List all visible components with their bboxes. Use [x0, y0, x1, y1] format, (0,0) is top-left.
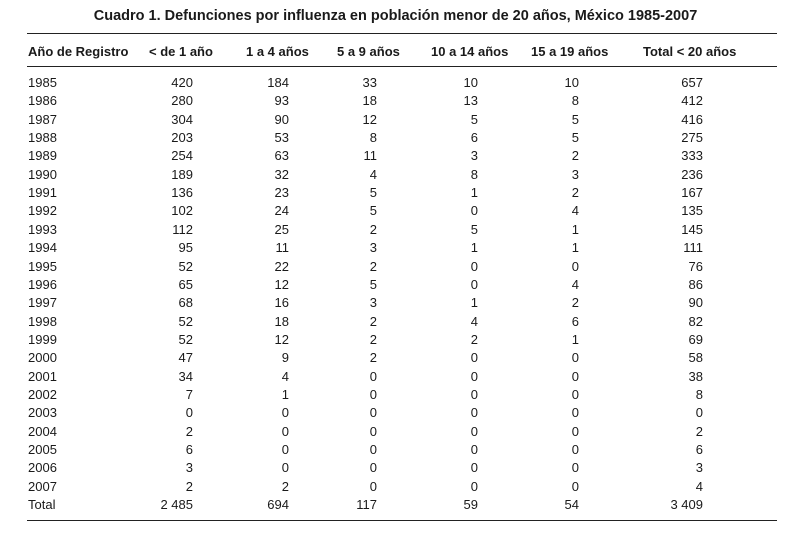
cell-15-19: 5 — [571, 111, 579, 127]
cell-1-4: 18 — [274, 313, 289, 329]
cell-total: 6 — [695, 442, 703, 457]
cell-5-9: 2 — [369, 221, 377, 237]
cell-year: 2001 — [28, 368, 57, 384]
cell-1-4: 4 — [281, 368, 289, 384]
cell-year: 1992 — [28, 203, 57, 219]
cell-1-4: 2 — [281, 478, 289, 494]
cell-under-1: 0 — [185, 405, 193, 421]
cell-year: 1986 — [28, 93, 57, 109]
cell-total: 76 — [688, 258, 703, 274]
table-row — [0, 295, 791, 313]
cell-5-9: 11 — [363, 148, 377, 164]
cell-10-14: 0 — [470, 405, 478, 421]
table-row — [0, 350, 791, 368]
cell-year: 1987 — [28, 111, 57, 127]
cell-under-1: 136 — [171, 185, 193, 201]
table-row — [0, 460, 791, 478]
cell-5-9: 5 — [369, 185, 377, 201]
table-row — [0, 203, 791, 221]
cell-total: 167 — [681, 185, 703, 201]
cell-15-19: 54 — [564, 497, 579, 513]
cell-15-19: 4 — [571, 276, 579, 292]
cell-year: 2000 — [28, 350, 57, 366]
cell-1-4: 1 — [281, 386, 289, 402]
cell-under-1: 68 — [178, 295, 193, 311]
cell-under-1: 2 — [185, 423, 193, 439]
cell-5-9: 2 — [369, 313, 377, 329]
cell-10-14: 13 — [463, 93, 478, 109]
cell-5-9: 3 — [369, 295, 377, 311]
table-row — [0, 93, 791, 111]
table-row — [0, 387, 791, 405]
table-row — [0, 277, 791, 295]
cell-15-19: 1 — [571, 240, 579, 256]
cell-under-1: 254 — [171, 148, 193, 164]
cell-under-1: 203 — [171, 130, 193, 146]
header-15-19: 15 a 19 años — [531, 44, 609, 59]
cell-15-19: 4 — [571, 203, 579, 219]
cell-total: 333 — [681, 148, 703, 164]
cell-10-14: 1 — [470, 240, 478, 256]
header-under-1: < de 1 año — [149, 44, 213, 59]
cell-under-1: 2 485 — [160, 497, 193, 513]
cell-15-19: 1 — [571, 331, 579, 347]
cell-1-4: 22 — [274, 258, 289, 274]
cell-10-14: 2 — [470, 331, 478, 347]
cell-year: 1994 — [28, 240, 57, 256]
table-row — [0, 369, 791, 387]
cell-total: 38 — [688, 368, 703, 384]
cell-year: 2007 — [28, 478, 57, 494]
cell-5-9: 0 — [369, 442, 377, 457]
cell-5-9: 2 — [369, 258, 377, 274]
cell-year: 1990 — [28, 166, 57, 182]
cell-5-9: 18 — [362, 93, 377, 109]
cell-year: Total — [28, 497, 56, 513]
header-rule — [27, 66, 777, 67]
cell-total: 2 — [695, 423, 703, 439]
table-row — [0, 314, 791, 332]
table-title: Cuadro 1. Defunciones por influenza en población menor de 20 años, México 1985-2007 — [93, 8, 698, 24]
cell-year: 2002 — [28, 386, 57, 402]
cell-10-14: 4 — [470, 313, 478, 329]
table-row — [0, 112, 791, 130]
cell-5-9: 3 — [369, 240, 377, 256]
cell-5-9: 0 — [369, 423, 377, 439]
cell-under-1: 6 — [185, 442, 193, 457]
cell-year: 2006 — [28, 460, 57, 476]
table-row — [0, 442, 791, 460]
cell-5-9: 0 — [369, 405, 377, 421]
cell-1-4: 184 — [267, 75, 289, 90]
cell-15-19: 2 — [571, 148, 579, 164]
cell-year: 2004 — [28, 423, 57, 439]
cell-15-19: 0 — [571, 350, 579, 366]
cell-10-14: 0 — [470, 350, 478, 366]
cell-1-4: 90 — [274, 111, 289, 127]
cell-1-4: 12 — [274, 331, 289, 347]
header-1-4: 1 a 4 años — [246, 44, 309, 59]
cell-total: 4 — [695, 478, 703, 494]
cell-under-1: 304 — [171, 111, 193, 127]
cell-1-4: 53 — [274, 130, 289, 146]
cell-under-1: 47 — [178, 350, 193, 366]
table-row — [0, 332, 791, 350]
cell-total: 657 — [681, 75, 703, 90]
cell-10-14: 0 — [470, 442, 478, 457]
cell-1-4: 694 — [267, 497, 289, 513]
table-row — [0, 259, 791, 277]
cell-5-9: 0 — [369, 386, 377, 402]
cell-1-4: 24 — [274, 203, 289, 219]
cell-total: 69 — [688, 331, 703, 347]
cell-under-1: 3 — [185, 460, 193, 476]
cell-1-4: 0 — [281, 405, 289, 421]
cell-10-14: 0 — [470, 258, 478, 274]
cell-5-9: 2 — [369, 350, 377, 366]
cell-under-1: 189 — [171, 166, 193, 182]
cell-1-4: 0 — [281, 423, 289, 439]
cell-1-4: 23 — [274, 185, 289, 201]
cell-under-1: 52 — [178, 331, 193, 347]
cell-10-14: 59 — [463, 497, 478, 513]
cell-10-14: 0 — [470, 203, 478, 219]
cell-5-9: 2 — [369, 331, 377, 347]
cell-total: 236 — [681, 166, 703, 182]
cell-15-19: 0 — [571, 258, 579, 274]
cell-15-19: 2 — [571, 295, 579, 311]
cell-total: 58 — [688, 350, 703, 366]
cell-total: 90 — [688, 295, 703, 311]
cell-1-4: 63 — [274, 148, 289, 164]
cell-1-4: 11 — [275, 240, 289, 256]
cell-5-9: 33 — [362, 75, 377, 90]
cell-total: 416 — [681, 111, 703, 127]
total-row — [0, 497, 791, 515]
table-row — [0, 167, 791, 185]
cell-1-4: 32 — [274, 166, 289, 182]
cell-year: 1991 — [28, 185, 57, 201]
cell-total: 135 — [681, 203, 703, 219]
cell-year: 1999 — [28, 331, 57, 347]
cell-total: 275 — [681, 130, 703, 146]
cell-15-19: 0 — [571, 405, 579, 421]
cell-10-14: 6 — [470, 130, 478, 146]
top-rule — [27, 33, 777, 34]
cell-15-19: 6 — [571, 313, 579, 329]
cell-10-14: 0 — [470, 423, 478, 439]
cell-year: 1998 — [28, 313, 57, 329]
cell-10-14: 0 — [470, 478, 478, 494]
table-row — [0, 424, 791, 442]
cell-5-9: 5 — [369, 203, 377, 219]
cell-1-4: 25 — [274, 221, 289, 237]
cell-5-9: 0 — [369, 368, 377, 384]
cell-total: 412 — [681, 93, 703, 109]
cell-under-1: 52 — [178, 258, 193, 274]
header-5-9: 5 a 9 años — [337, 44, 400, 59]
cell-10-14: 5 — [470, 111, 478, 127]
cell-10-14: 5 — [470, 221, 478, 237]
cell-1-4: 0 — [281, 460, 289, 476]
table-row — [0, 148, 791, 166]
cell-10-14: 0 — [470, 368, 478, 384]
cell-total: 0 — [695, 405, 703, 421]
table-row — [0, 130, 791, 148]
cell-under-1: 95 — [178, 240, 193, 256]
cell-10-14: 3 — [470, 148, 478, 164]
cell-1-4: 9 — [281, 350, 289, 366]
cell-total: 3 409 — [670, 497, 703, 513]
cell-15-19: 8 — [571, 93, 579, 109]
cell-year: 1988 — [28, 130, 57, 146]
cell-15-19: 1 — [571, 221, 579, 237]
bottom-rule — [27, 520, 777, 521]
header-10-14: 10 a 14 años — [431, 44, 509, 59]
cell-15-19: 0 — [571, 386, 579, 402]
cell-total: 8 — [695, 386, 703, 402]
cell-10-14: 1 — [470, 185, 478, 201]
table-row — [0, 240, 791, 258]
cell-15-19: 0 — [571, 423, 579, 439]
cell-5-9: 4 — [369, 166, 377, 182]
cell-year: 1995 — [28, 258, 57, 274]
cell-5-9: 0 — [369, 460, 377, 476]
cell-total: 145 — [681, 221, 703, 237]
cell-10-14: 0 — [470, 386, 478, 402]
table-row — [0, 75, 791, 93]
cell-under-1: 420 — [171, 75, 193, 90]
cell-15-19: 2 — [571, 185, 579, 201]
cell-total: 3 — [695, 460, 703, 476]
cell-under-1: 34 — [178, 368, 193, 384]
cell-15-19: 5 — [571, 130, 579, 146]
cell-15-19: 0 — [571, 442, 579, 457]
cell-10-14: 10 — [463, 75, 478, 90]
cell-total: 111 — [683, 240, 703, 256]
cell-year: 1993 — [28, 221, 57, 237]
cell-5-9: 12 — [362, 111, 377, 127]
cell-1-4: 0 — [281, 442, 289, 457]
table-row — [0, 185, 791, 203]
cell-under-1: 65 — [178, 276, 193, 292]
cell-under-1: 102 — [171, 203, 193, 219]
cell-15-19: 0 — [571, 460, 579, 476]
table-row — [0, 405, 791, 423]
cell-15-19: 0 — [571, 478, 579, 494]
cell-total: 82 — [688, 313, 703, 329]
cell-1-4: 12 — [274, 276, 289, 292]
cell-under-1: 52 — [178, 313, 193, 329]
cell-total: 86 — [688, 276, 703, 292]
cell-year: 1997 — [28, 295, 57, 311]
cell-under-1: 2 — [185, 478, 193, 494]
cell-15-19: 10 — [564, 75, 579, 90]
cell-5-9: 5 — [369, 276, 377, 292]
cell-1-4: 93 — [274, 93, 289, 109]
cell-10-14: 1 — [470, 295, 478, 311]
header-total: Total < 20 años — [643, 44, 737, 59]
cell-15-19: 0 — [571, 368, 579, 384]
cell-year: 2005 — [28, 442, 57, 457]
header-year: Año de Registro — [28, 44, 129, 59]
cell-1-4: 16 — [274, 295, 289, 311]
cell-10-14: 0 — [470, 276, 478, 292]
table-row — [0, 222, 791, 240]
cell-year: 1985 — [28, 75, 57, 90]
cell-5-9: 0 — [369, 478, 377, 494]
cell-5-9: 8 — [369, 130, 377, 146]
table-row — [0, 479, 791, 497]
cell-under-1: 7 — [185, 386, 193, 402]
cell-year: 2003 — [28, 405, 57, 421]
cell-under-1: 112 — [172, 221, 193, 237]
cell-10-14: 8 — [470, 166, 478, 182]
cell-under-1: 280 — [171, 93, 193, 109]
cell-15-19: 3 — [571, 166, 579, 182]
cell-year: 1989 — [28, 148, 57, 164]
cell-10-14: 0 — [470, 460, 478, 476]
cell-year: 1996 — [28, 276, 57, 292]
cell-5-9: 117 — [356, 497, 377, 513]
